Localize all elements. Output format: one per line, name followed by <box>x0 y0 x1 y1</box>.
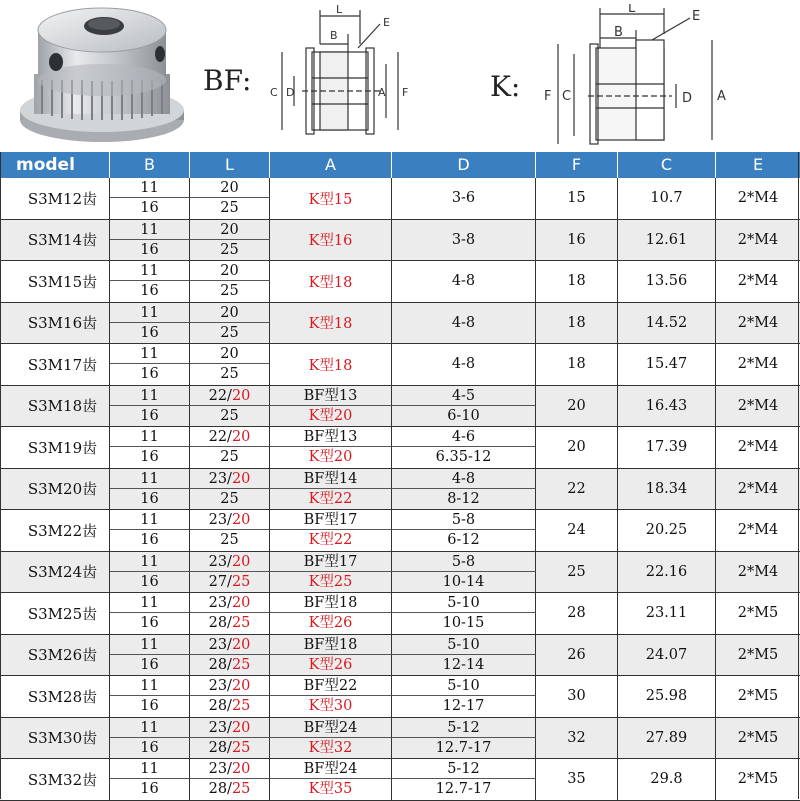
a-value: K型18 <box>308 316 353 333</box>
d-cell: 10-14 <box>392 572 536 593</box>
l-cell <box>190 552 270 572</box>
c-cell: 15.47 <box>618 344 716 385</box>
a-value: K型32 <box>308 739 353 756</box>
l-value: 23/ <box>208 761 232 777</box>
a-value: K型26 <box>308 615 353 631</box>
col-header-model: model <box>0 152 110 178</box>
l-cell <box>190 635 270 655</box>
a-cell <box>270 676 392 696</box>
l-value: 28/ <box>208 656 232 673</box>
col-header-F: F <box>536 152 618 178</box>
d-cell: 4-6 <box>392 427 536 447</box>
e-cell: 2*M4 <box>737 397 779 414</box>
l-value: 25 <box>231 781 251 797</box>
l-cell <box>190 447 270 468</box>
model-cell: S3M24齿 <box>0 552 110 593</box>
b-cell: 11 <box>110 344 190 364</box>
f-cell: 18 <box>536 303 618 344</box>
l-cell <box>190 364 270 385</box>
model-cell: S3M12齿 <box>0 178 110 219</box>
l-value: 20 <box>220 263 239 279</box>
l-value: 28/ <box>208 739 232 756</box>
dim-label-A: A <box>717 89 726 104</box>
c-cell: 24.07 <box>618 635 716 676</box>
e-cell: 2*M4 <box>737 314 779 331</box>
f-cell: 25 <box>536 552 618 593</box>
c-cell: 22.16 <box>618 552 716 593</box>
f-cell: 30 <box>536 676 618 717</box>
a-cell <box>270 386 392 406</box>
k-type-label: K: <box>490 70 521 103</box>
a-value: BF型14 <box>303 470 358 487</box>
l-cell <box>190 779 270 800</box>
b-cell: 16 <box>110 323 190 344</box>
a-cell <box>270 178 392 219</box>
e-cell: 2*M4 <box>737 231 779 248</box>
d-cell: 12.7-17 <box>392 779 536 800</box>
dim-label-D: D <box>682 91 693 106</box>
l-value: 23/ <box>208 595 232 611</box>
a-cell <box>270 510 392 530</box>
l-cell <box>190 718 270 738</box>
l-value: 23/ <box>208 719 232 736</box>
table-row <box>0 344 800 386</box>
d-cell: 4-8 <box>392 469 536 489</box>
a-cell <box>270 469 392 489</box>
b-cell: 16 <box>110 613 190 634</box>
d-cell: 5-8 <box>392 552 536 572</box>
table-row <box>0 635 800 677</box>
l-value: 25 <box>220 407 239 424</box>
table-row <box>0 261 800 303</box>
model-cell: S3M30齿 <box>0 718 110 759</box>
l-value: 25 <box>220 366 239 382</box>
d-cell: 12.7-17 <box>392 738 536 759</box>
a-value: BF型18 <box>303 595 358 611</box>
f-cell: 35 <box>536 759 618 800</box>
model-cell: S3M26齿 <box>0 635 110 676</box>
a-value: K型18 <box>308 274 353 291</box>
d-cell: 5-10 <box>392 593 536 613</box>
b-cell: 16 <box>110 281 190 302</box>
b-cell: 11 <box>110 635 190 655</box>
l-value: 28/ <box>208 698 232 714</box>
b-cell: 16 <box>110 696 190 717</box>
a-value: BF型17 <box>303 512 358 528</box>
l-cell <box>190 530 270 551</box>
b-cell: 16 <box>110 447 190 468</box>
e-cell: 2*M4 <box>737 439 779 456</box>
f-cell: 28 <box>536 593 618 634</box>
f-cell: 16 <box>536 220 618 261</box>
d-cell: 4-8 <box>392 261 536 302</box>
a-cell <box>270 220 392 261</box>
l-cell <box>190 759 270 779</box>
c-cell: 13.56 <box>618 261 716 302</box>
l-cell <box>190 489 270 510</box>
l-cell <box>190 303 270 323</box>
model-cell: S3M14齿 <box>0 220 110 261</box>
a-cell <box>270 572 392 593</box>
product-illustration-area <box>0 0 800 152</box>
d-cell: 8-12 <box>392 489 536 510</box>
l-cell <box>190 655 270 676</box>
a-value: BF型13 <box>303 387 358 404</box>
d-cell: 3-6 <box>392 178 536 219</box>
c-cell: 18.34 <box>618 469 716 510</box>
l-value: 28/ <box>208 615 232 631</box>
f-cell: 20 <box>536 386 618 427</box>
dim-label-E: E <box>383 16 390 29</box>
b-cell: 11 <box>110 220 190 240</box>
b-cell: 11 <box>110 469 190 489</box>
l-cell <box>190 281 270 302</box>
l-value: 25 <box>231 739 251 756</box>
l-value: 25 <box>220 241 239 258</box>
l-value: 20 <box>231 553 251 570</box>
l-cell <box>190 240 270 261</box>
b-cell: 16 <box>110 198 190 219</box>
f-cell: 22 <box>536 469 618 510</box>
model-cell: S3M32齿 <box>0 759 110 800</box>
d-cell: 5-8 <box>392 510 536 530</box>
c-cell: 23.11 <box>618 593 716 634</box>
a-value: K型22 <box>308 490 353 507</box>
model-cell: S3M18齿 <box>0 386 110 427</box>
f-cell: 18 <box>536 344 618 385</box>
l-cell <box>190 427 270 447</box>
l-value: 20 <box>220 304 239 321</box>
e-cell: 2*M4 <box>737 522 779 539</box>
l-value: 25 <box>231 698 251 714</box>
a-value: K型22 <box>308 532 353 548</box>
a-value: BF型17 <box>303 553 358 570</box>
b-cell: 11 <box>110 593 190 613</box>
dim-label-L: L <box>336 4 343 16</box>
l-cell <box>190 510 270 530</box>
a-value: BF型24 <box>303 719 358 736</box>
a-value: BF型22 <box>303 678 358 694</box>
l-value: 20 <box>231 636 251 653</box>
d-cell: 12-14 <box>392 655 536 676</box>
model-cell: S3M22齿 <box>0 510 110 551</box>
d-cell: 4-8 <box>392 303 536 344</box>
a-value: K型26 <box>308 656 353 673</box>
table-row <box>0 220 800 262</box>
table-row <box>0 303 800 345</box>
f-cell: 24 <box>536 510 618 551</box>
b-cell: 11 <box>110 303 190 323</box>
a-cell <box>270 344 392 385</box>
l-cell <box>190 323 270 344</box>
a-cell <box>270 593 392 613</box>
a-cell <box>270 635 392 655</box>
l-value: 25 <box>231 573 251 590</box>
a-cell <box>270 427 392 447</box>
l-cell <box>190 696 270 717</box>
model-cell: S3M19齿 <box>0 427 110 468</box>
table-row <box>0 718 800 760</box>
b-cell: 16 <box>110 364 190 385</box>
d-cell: 5-12 <box>392 759 536 779</box>
a-cell <box>270 655 392 676</box>
b-cell: 11 <box>110 178 190 198</box>
model-cell: S3M15齿 <box>0 261 110 302</box>
table-row <box>0 427 800 469</box>
b-cell: 16 <box>110 779 190 800</box>
a-cell <box>270 530 392 551</box>
a-value: K型16 <box>308 233 353 250</box>
dim-label-C: C <box>270 86 278 99</box>
a-value: BF型18 <box>303 636 358 653</box>
l-value: 28/ <box>208 781 232 797</box>
c-cell: 14.52 <box>618 303 716 344</box>
table-row <box>0 676 800 718</box>
a-value: BF型13 <box>303 429 358 445</box>
l-value: 22/ <box>208 387 232 404</box>
model-cell: S3M25齿 <box>0 593 110 634</box>
k-cross-section-diagram <box>540 4 730 150</box>
table-row <box>0 386 800 428</box>
c-cell: 25.98 <box>618 676 716 717</box>
e-cell: 2*M5 <box>737 688 779 705</box>
l-value: 25 <box>220 200 239 216</box>
c-cell: 20.25 <box>618 510 716 551</box>
e-cell: 2*M4 <box>737 480 779 497</box>
a-value: K型20 <box>308 407 353 424</box>
table-row <box>0 469 800 511</box>
table-row <box>0 552 800 594</box>
table-row <box>0 593 800 635</box>
d-cell: 5-10 <box>392 635 536 655</box>
l-cell <box>190 386 270 406</box>
l-value: 25 <box>220 532 239 548</box>
l-value: 20 <box>220 221 239 238</box>
f-cell: 26 <box>536 635 618 676</box>
table-row <box>0 510 800 552</box>
l-value: 23/ <box>208 553 232 570</box>
l-value: 25 <box>231 615 251 631</box>
a-cell <box>270 759 392 779</box>
a-cell <box>270 261 392 302</box>
a-value: K型25 <box>308 573 353 590</box>
col-header-L: L <box>190 152 270 178</box>
b-cell: 11 <box>110 759 190 779</box>
l-value: 20 <box>231 678 251 694</box>
b-cell: 11 <box>110 427 190 447</box>
l-cell <box>190 593 270 613</box>
dim-label-B: B <box>330 29 338 42</box>
a-cell <box>270 552 392 572</box>
a-value: K型35 <box>308 781 353 797</box>
l-cell <box>190 406 270 427</box>
table-row <box>0 759 800 801</box>
f-cell: 20 <box>536 427 618 468</box>
l-value: 20 <box>220 346 239 362</box>
l-value: 20 <box>231 512 251 528</box>
c-cell: 27.89 <box>618 718 716 759</box>
a-value: K型18 <box>308 357 353 374</box>
d-cell: 4-5 <box>392 386 536 406</box>
l-cell <box>190 469 270 489</box>
b-cell: 11 <box>110 510 190 530</box>
c-cell: 16.43 <box>618 386 716 427</box>
b-cell: 16 <box>110 240 190 261</box>
d-cell: 5-10 <box>392 676 536 696</box>
d-cell: 6.35-12 <box>392 447 536 468</box>
b-cell: 11 <box>110 718 190 738</box>
a-cell <box>270 738 392 759</box>
model-cell: S3M20齿 <box>0 469 110 510</box>
l-value: 20 <box>231 387 251 404</box>
b-cell: 16 <box>110 572 190 593</box>
col-header-B: B <box>110 152 190 178</box>
l-value: 20 <box>231 429 251 445</box>
model-cell: S3M28齿 <box>0 676 110 717</box>
c-cell: 29.8 <box>618 759 716 800</box>
b-cell: 16 <box>110 406 190 427</box>
f-cell: 15 <box>536 178 618 219</box>
a-value: K型20 <box>308 449 353 465</box>
a-cell <box>270 696 392 717</box>
col-header-C: C <box>618 152 716 178</box>
l-value: 20 <box>231 470 251 487</box>
b-cell: 11 <box>110 676 190 696</box>
d-cell: 12-17 <box>392 696 536 717</box>
e-cell: 2*M5 <box>737 771 779 788</box>
b-cell: 16 <box>110 489 190 510</box>
spec-table <box>0 152 800 800</box>
a-cell <box>270 779 392 800</box>
l-value: 20 <box>231 595 251 611</box>
a-value: K型30 <box>308 698 353 714</box>
d-cell: 4-8 <box>392 344 536 385</box>
l-value: 23/ <box>208 470 232 487</box>
b-cell: 11 <box>110 552 190 572</box>
bf-type-label: BF: <box>203 64 252 97</box>
a-value: BF型24 <box>303 761 358 777</box>
d-cell: 3-8 <box>392 220 536 261</box>
l-cell <box>190 178 270 198</box>
l-value: 20 <box>231 719 251 736</box>
a-cell <box>270 613 392 634</box>
e-cell: 2*M4 <box>737 190 779 207</box>
l-cell <box>190 613 270 634</box>
c-cell: 12.61 <box>618 220 716 261</box>
d-cell: 5-12 <box>392 718 536 738</box>
l-value: 20 <box>220 180 239 196</box>
l-value: 25 <box>220 490 239 507</box>
l-value: 23/ <box>208 678 232 694</box>
l-value: 25 <box>220 449 239 465</box>
f-cell: 18 <box>536 261 618 302</box>
bf-cross-section-diagram <box>262 4 422 150</box>
l-cell <box>190 198 270 219</box>
l-cell <box>190 344 270 364</box>
a-cell <box>270 718 392 738</box>
l-value: 23/ <box>208 636 232 653</box>
e-cell: 2*M5 <box>737 605 779 622</box>
c-cell: 10.7 <box>618 178 716 219</box>
col-header-E: E <box>752 155 764 174</box>
table-row <box>0 178 800 220</box>
dim-label-A: A <box>378 86 386 99</box>
d-cell: 6-12 <box>392 530 536 551</box>
e-cell: 2*M5 <box>737 646 779 663</box>
l-cell <box>190 676 270 696</box>
l-value: 23/ <box>208 512 232 528</box>
model-cell: S3M17齿 <box>0 344 110 385</box>
f-cell: 32 <box>536 718 618 759</box>
e-cell: 2*M4 <box>737 563 779 580</box>
dim-label-F: F <box>402 86 409 99</box>
l-cell <box>190 261 270 281</box>
col-header-D: D <box>392 152 536 178</box>
l-cell <box>190 572 270 593</box>
d-cell: 10-15 <box>392 613 536 634</box>
l-value: 25 <box>220 283 239 299</box>
dim-label-E: E <box>692 9 701 24</box>
e-cell: 2*M4 <box>737 356 779 373</box>
table-header <box>0 152 800 178</box>
a-cell <box>270 489 392 510</box>
b-cell: 16 <box>110 530 190 551</box>
dim-label-L: L <box>628 4 636 16</box>
dim-label-D: D <box>286 86 295 99</box>
l-value: 20 <box>231 761 251 777</box>
b-cell: 16 <box>110 738 190 759</box>
b-cell: 11 <box>110 261 190 281</box>
l-value: 27/ <box>208 573 232 590</box>
dim-label-C: C <box>562 89 572 104</box>
l-cell <box>190 220 270 240</box>
model-cell: S3M16齿 <box>0 303 110 344</box>
l-value: 25 <box>231 656 251 673</box>
a-cell <box>270 303 392 344</box>
b-cell: 16 <box>110 655 190 676</box>
l-value: 22/ <box>208 429 232 445</box>
d-cell: 6-10 <box>392 406 536 427</box>
a-cell <box>270 406 392 427</box>
a-cell <box>270 447 392 468</box>
b-cell: 11 <box>110 386 190 406</box>
l-cell <box>190 738 270 759</box>
dim-label-F: F <box>544 89 552 104</box>
col-header-A: A <box>270 152 392 178</box>
a-value: K型15 <box>308 191 353 208</box>
pulley-photo <box>12 2 192 148</box>
e-cell: 2*M4 <box>737 273 779 290</box>
e-cell: 2*M5 <box>737 729 779 746</box>
c-cell: 17.39 <box>618 427 716 468</box>
dim-label-B: B <box>614 25 623 40</box>
l-value: 25 <box>220 324 239 341</box>
